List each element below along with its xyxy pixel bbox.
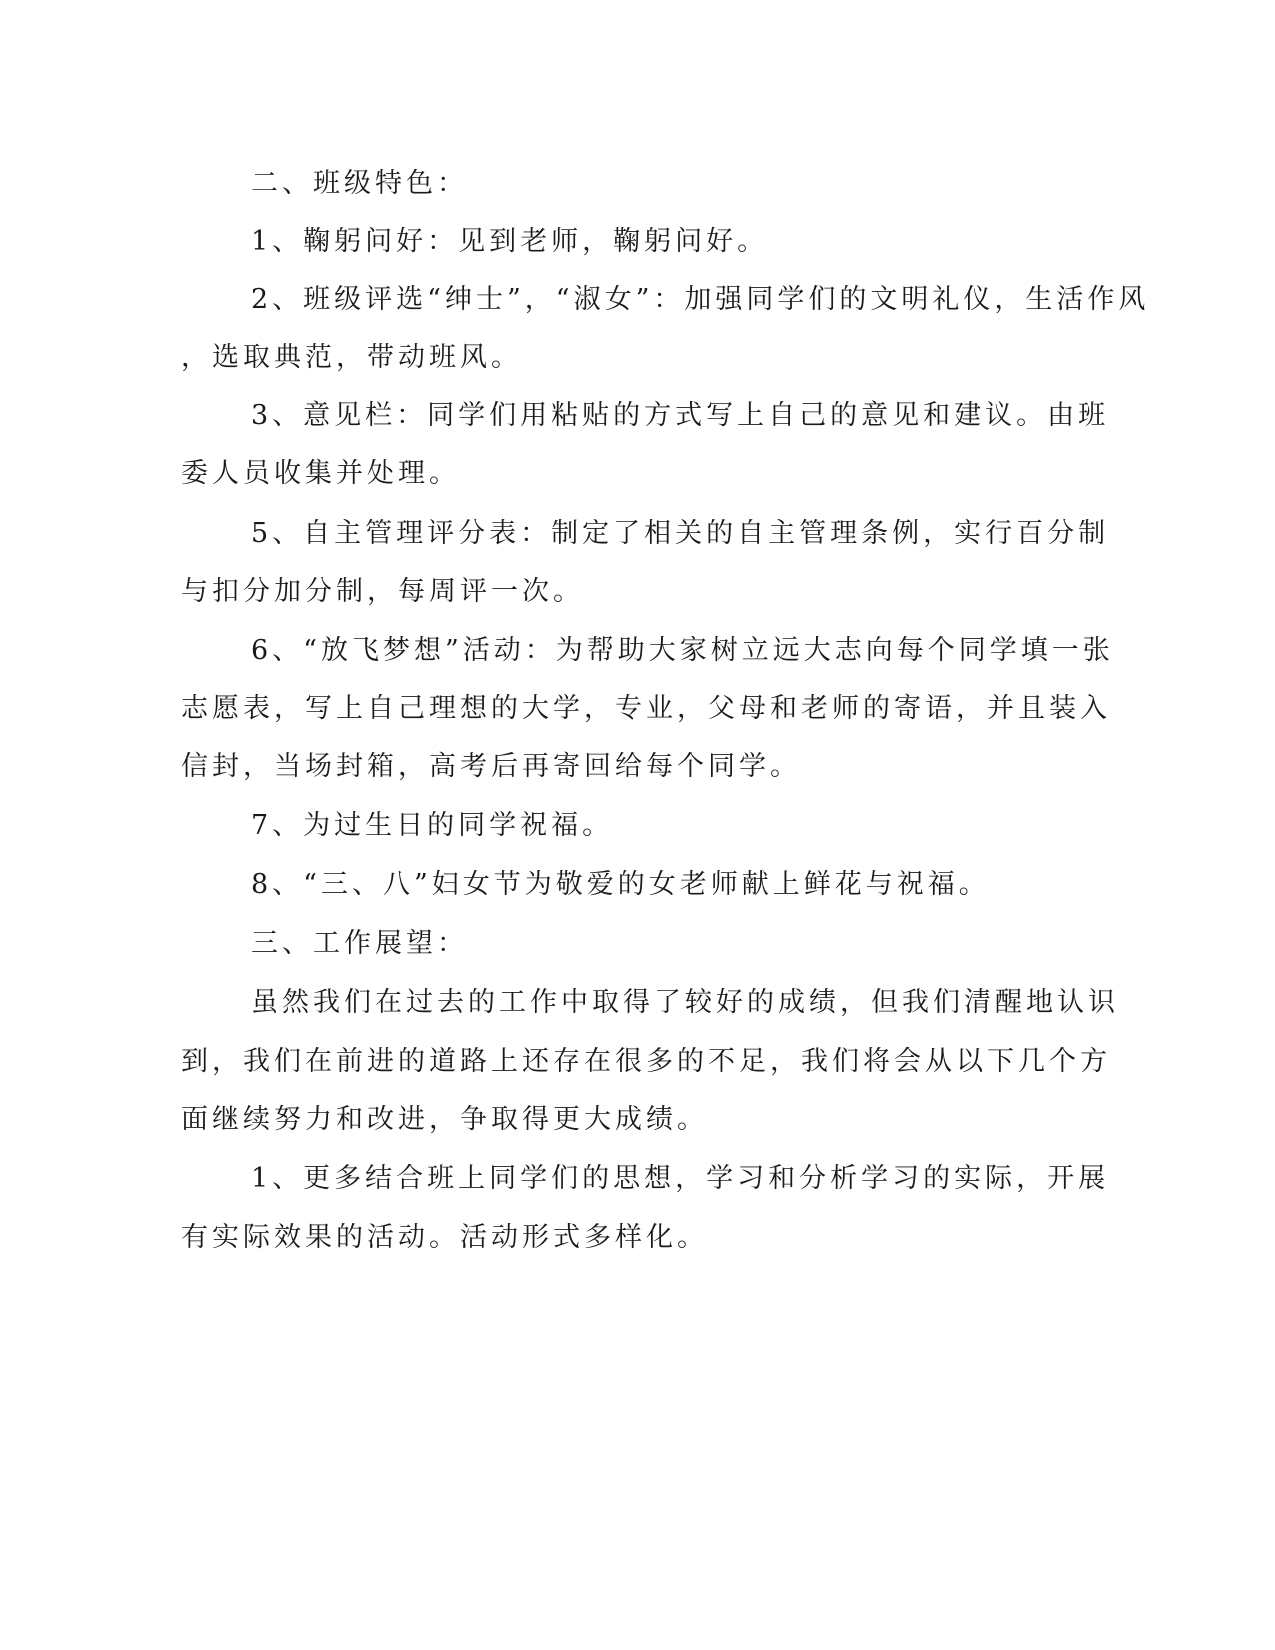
paragraph-line: 6、“放飞梦想”活动：为帮助大家树立远大志向每个同学填一张 bbox=[251, 635, 1114, 666]
section-heading-work-outlook: 三、工作展望： bbox=[251, 928, 468, 959]
paragraph-line: 委人员收集并处理。 bbox=[181, 458, 460, 489]
paragraph-line: 5、自主管理评分表：制定了相关的自主管理条例，实行百分制 bbox=[251, 518, 1110, 549]
paragraph-line: 到，我们在前进的道路上还存在很多的不足，我们将会从以下几个方 bbox=[181, 1046, 1111, 1077]
paragraph-line: 面继续努力和改进，争取得更大成绩。 bbox=[181, 1104, 708, 1135]
paragraph-line: ，选取典范，带动班风。 bbox=[181, 342, 522, 373]
paragraph-line: 有实际效果的活动。活动形式多样化。 bbox=[181, 1222, 708, 1253]
paragraph-line: 1、鞠躬问好：见到老师，鞠躬问好。 bbox=[251, 226, 769, 257]
paragraph-line: 虽然我们在过去的工作中取得了较好的成绩，但我们清醒地认识 bbox=[251, 987, 1119, 1018]
paragraph-line: 3、意见栏：同学们用粘贴的方式写上自己的意见和建议。由班 bbox=[251, 400, 1110, 431]
paragraph-line: 与扣分加分制，每周评一次。 bbox=[181, 576, 584, 607]
paragraph-line: 志愿表，写上自己理想的大学，专业，父母和老师的寄语，并且装入 bbox=[181, 693, 1111, 724]
section-heading-class-features: 二、班级特色： bbox=[251, 168, 468, 199]
paragraph-line: 1、更多结合班上同学们的思想，学习和分析学习的实际，开展 bbox=[251, 1163, 1110, 1194]
paragraph-line: 8、“三、八”妇女节为敬爱的女老师献上鲜花与祝福。 bbox=[251, 869, 990, 900]
paragraph-line: 信封，当场封箱，高考后再寄回给每个同学。 bbox=[181, 751, 801, 782]
paragraph-line: 7、为过生日的同学祝福。 bbox=[251, 810, 614, 841]
paragraph-line: 2、班级评选“绅士”，“淑女”：加强同学们的文明礼仪，生活作风 bbox=[251, 284, 1150, 315]
